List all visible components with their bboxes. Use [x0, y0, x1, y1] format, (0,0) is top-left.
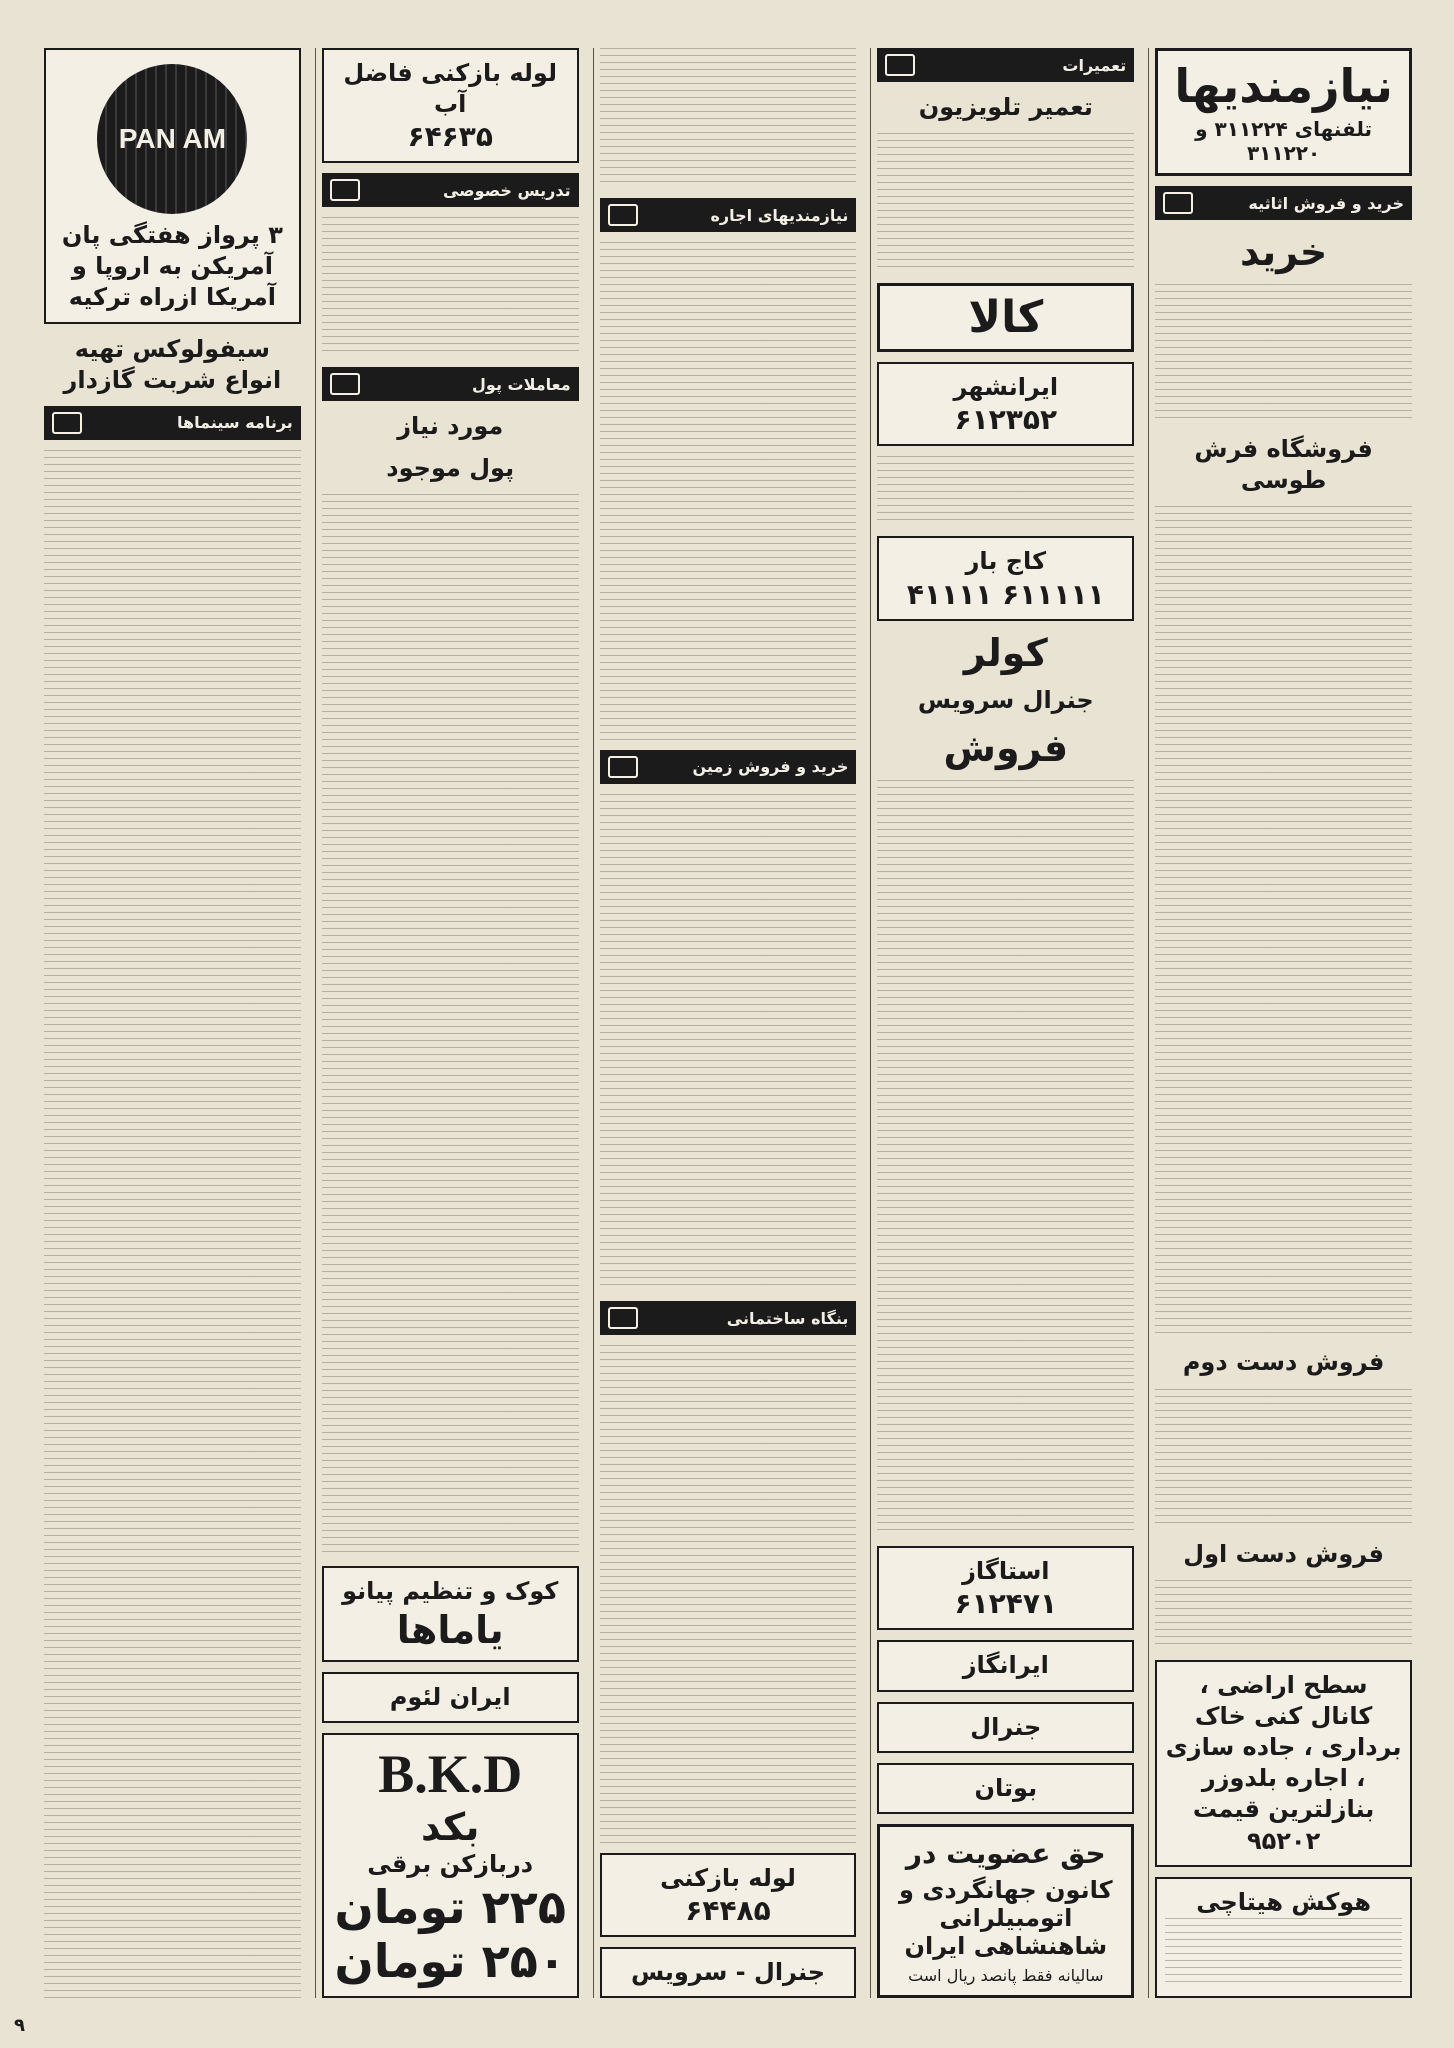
section-header-rent: نیازمندیهای اجاره [600, 198, 857, 232]
wrench-icon [885, 54, 915, 76]
ad-tv-repair: تعمیر تلویزیون [918, 93, 1093, 121]
ad-kaj-bar: کاج بار ۴۱۱۱۱ ۶۱۱۱۱۱ [877, 536, 1134, 620]
ad-text-block [877, 456, 1134, 526]
ad-kala-logo: کالا [877, 283, 1134, 352]
page-number: ۹ [14, 2015, 25, 2036]
ad-kooler: کولر [963, 630, 1048, 675]
ad-membership: حق عضویت در کانون جهانگردی و اتومبیلرانی شاهنشاهی ایران سالیانه فقط پانصد ریال است [877, 1824, 1134, 1998]
column-repairs [870, 48, 1140, 1998]
column-services [315, 48, 585, 1998]
ad-text-block [600, 48, 857, 188]
ad-hitachi: هوکش هیتاچی [1155, 1877, 1412, 1998]
column-cinema [38, 48, 307, 1998]
ad-loan-needed: مورد نیاز [397, 412, 504, 441]
ad-plumbing-top: لوله بازکنی فاضل آب ۶۴۶۳۵ [322, 48, 579, 163]
ad-panam: PAN AM ۳ پرواز هفتگی پان آمریکن به اروپا و آمریکا ازراه ترکیه [44, 48, 301, 324]
section-header-building: بنگاه ساختمانی [600, 1301, 857, 1335]
section-header-buy: خرید و فروش اثاثیه [1155, 186, 1412, 220]
cinema-listings [44, 450, 301, 1998]
column-real-estate [593, 48, 863, 1998]
ad-land-leveling: سطح اراضی ، کانال کنی خاک برداری ، جاده سازی ، اجاره بلدوزر بنازلترین قیمت ۹۵۲۰۲ [1155, 1660, 1412, 1867]
section-header-repair: تعمیرات [877, 48, 1134, 82]
ad-text-block [600, 1345, 857, 1843]
projector-icon [52, 412, 82, 434]
ad-text-block [322, 217, 579, 357]
money-icon [330, 373, 360, 395]
section-header-private: تدریس خصوصی [322, 173, 579, 207]
ad-text-block [1155, 1389, 1412, 1529]
ad-irangaz: ایرانگاز [877, 1640, 1134, 1691]
ad-bkd: B.K.D بکد دربازکن برقی ۲۲۵ تومان ۲۵۰ تومان [322, 1733, 579, 1998]
section-sell-first: فروش دست اول [1183, 1539, 1384, 1568]
ad-iranshahr: ایرانشهر ۶۱۲۳۵۲ [877, 362, 1134, 446]
ad-general-plumbing: جنرال - سرویس [600, 1947, 857, 1998]
ad-text-block [1155, 506, 1412, 1337]
furniture-icon [1163, 192, 1193, 214]
ad-text-block [1165, 1918, 1402, 1988]
masthead-title: نیازمندیها [1174, 59, 1393, 113]
section-header-money: معاملات پول [322, 367, 579, 401]
ad-text-block [877, 133, 1134, 273]
ad-estagaz: استاگاز ۶۱۲۴۷۱ [877, 1546, 1134, 1630]
ad-text-block [1155, 284, 1412, 424]
ad-columns [38, 48, 1418, 1998]
section-header-land: خرید و فروش زمین [600, 750, 857, 784]
ad-sale: فروش [943, 725, 1069, 770]
land-icon [608, 756, 638, 778]
section-sell-used: فروش دست دوم [1182, 1348, 1385, 1377]
building-icon [608, 1307, 638, 1329]
ad-text-block [1155, 1580, 1412, 1650]
ad-text-block [877, 780, 1134, 1537]
masthead [1155, 48, 1412, 176]
ad-text-block [600, 794, 857, 1292]
ad-text-block [322, 494, 579, 1557]
ad-general-service: جنرال سرویس [917, 685, 1094, 714]
ad-sivolux: سیفولوکس تهیه انواع شربت گازدار [63, 334, 282, 394]
masthead-phones: تلفنهای ۳۱۱۲۲۴ و ۳۱۱۲۲۰ [1195, 117, 1373, 165]
ad-text-block [600, 242, 857, 740]
column-classifieds-right [1148, 48, 1418, 1998]
ad-carpet-tousi: فروشگاه فرش طوسی [1194, 435, 1373, 495]
ad-butane: بوتان [877, 1763, 1134, 1814]
ad-iran-lenom: ایران لئوم [322, 1672, 579, 1723]
book-icon [330, 179, 360, 201]
ad-piano: کوک و تنظیم پیانو یاماها [322, 1566, 579, 1661]
ad-money-available: پول موجود [386, 453, 515, 482]
headline-buy: خرید [1239, 230, 1328, 274]
panam-globe-icon: PAN AM [97, 64, 247, 214]
ad-general-logo: جنرال [877, 1702, 1134, 1753]
house-icon [608, 204, 638, 226]
ad-soft-plumbing: لوله بازکنی ۶۴۴۸۵ [600, 1853, 857, 1937]
section-header-cinema: برنامه سینماها [44, 406, 301, 440]
